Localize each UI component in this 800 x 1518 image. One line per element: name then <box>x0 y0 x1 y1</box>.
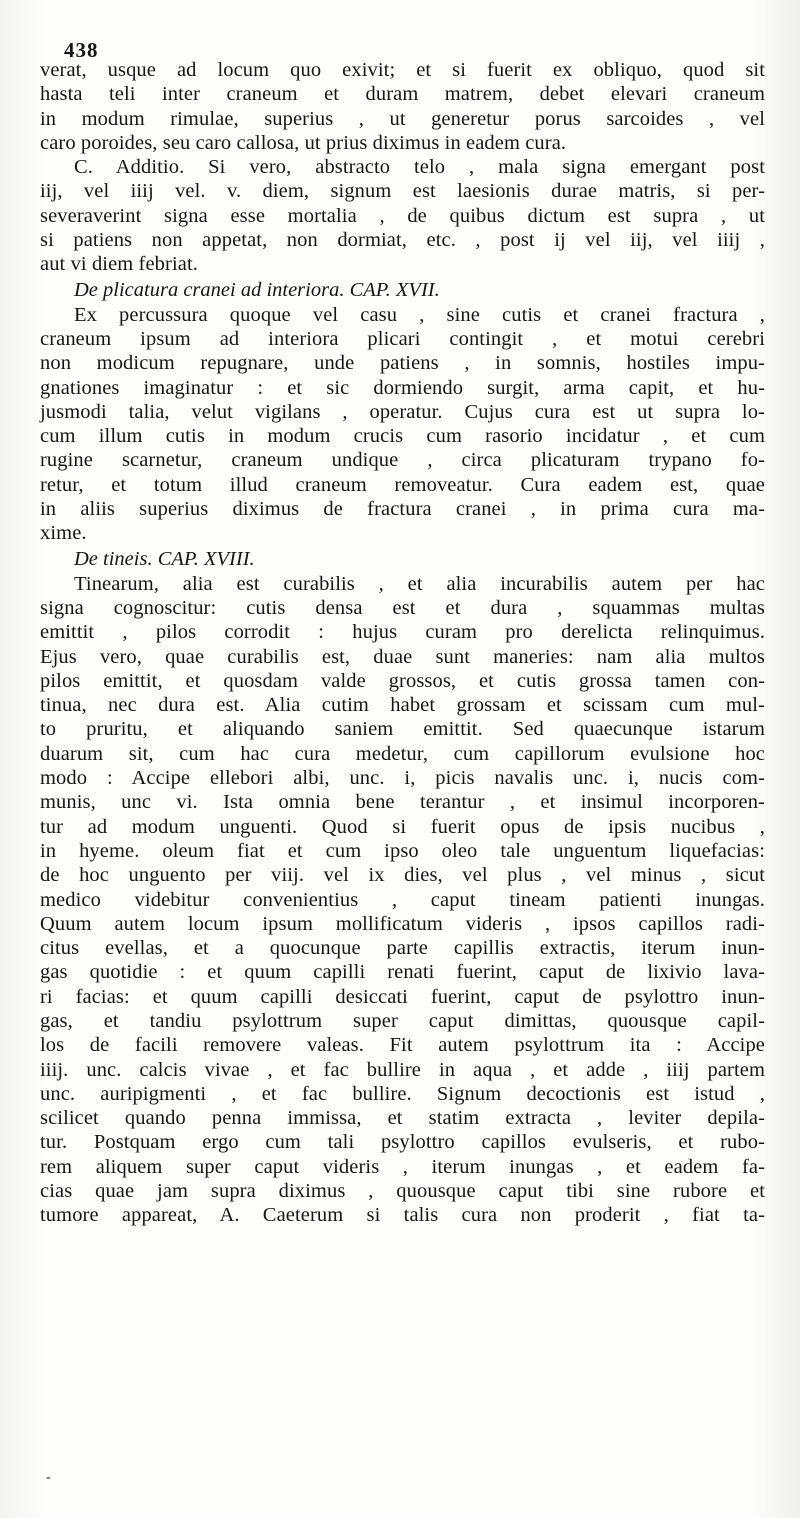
text-line: in modum rimulae, superius , ut generetur porus sarcoides , vel <box>40 107 765 130</box>
text-line: iiij. unc. calcis vivae , et fac bullire in aqua , et adde , iiij partem <box>40 1058 765 1081</box>
text-line: tumore appareat, A. Caeterum si talis cura non proderit , fiat ta- <box>40 1204 765 1227</box>
text-line: munis, unc vi. Ista omnia bene terantur , et insimul incorporen- <box>40 791 765 814</box>
text-line: craneum ipsum ad interiora plicari contingit , et motui cerebri <box>40 327 765 350</box>
text-line: cias quae jam supra diximus , quousque caput tibi sine rubore et <box>40 1180 765 1203</box>
text-line: severaverint signa esse mortalia , de quibus dictum est supra , ut <box>40 204 765 227</box>
text-line: duarum sit, cum hac cura medetur, cum capillorum evulsione hoc <box>40 742 765 765</box>
paragraph-start-line: Ex percussura quoque vel casu , sine cutis et cranei fractura , <box>74 303 765 326</box>
text-line: iij, vel iiij vel. v. diem, signum est laesionis durae matris, si per- <box>40 180 765 203</box>
text-line: retur, et totum illud craneum removeatur. Cura eadem est, quae <box>40 473 765 496</box>
page-number: 438 <box>64 38 99 62</box>
text-line: tur ad modum unguenti. Quod si fuerit opus de ipsis nucibus , <box>40 815 765 838</box>
text-line: pilos emittit, et quosdam valde grossos, et cutis grossa tamen con- <box>40 669 765 692</box>
text-line: si patiens non appetat, non dormiat, etc. , post ij vel iij, vel iiij , <box>40 229 765 252</box>
chapter-heading: De tineis. CAP. XVIII. <box>74 547 255 570</box>
text-line: unc. auripigmenti , et fac bullire. Signum decoctionis est istud , <box>40 1082 765 1105</box>
text-line: caro poroides, seu caro callosa, ut prius diximus in eadem cura. <box>40 131 567 154</box>
text-line: tinua, nec dura est. Alia cutim habet grossam et scissam cum mul- <box>40 694 765 717</box>
text-line: scilicet quando penna immissa, et statim extracta , leviter depila- <box>40 1107 765 1130</box>
text-line: in aliis superius diximus de fractura cranei , in prima cura ma- <box>40 498 765 521</box>
text-line: modo : Accipe ellebori albi, unc. i, picis navalis unc. i, nucis com- <box>40 767 765 790</box>
text-line: non modicum repugnare, unde patiens , in somnis, hostiles impu- <box>40 352 765 375</box>
text-line: rem aliquem super caput videris , iterum inungas , et eadem fa- <box>40 1155 765 1178</box>
text-line: gas quotidie : et quum capilli renati fuerint, caput de lixivio lava- <box>40 961 765 984</box>
paragraph-start-line: C. Additio. Si vero, abstracto telo , mala signa emergant post <box>74 156 765 179</box>
text-line: xime. <box>40 522 87 545</box>
text-line: hasta teli inter craneum et duram matrem, debet elevari craneum <box>40 83 765 106</box>
text-line: gas, et tandiu psylottrum super caput dimittas, quousque capil- <box>40 1009 765 1032</box>
text-line: verat, usque ad locum quo exivit; et si fuerit ex obliquo, quod sit <box>40 59 765 81</box>
text-line: Quum autem locum ipsum mollificatum videris , ipsos capillos radi- <box>40 912 765 935</box>
text-line: los de facili removere valeas. Fit autem psylottrum ita : Accipe <box>40 1034 765 1057</box>
text-line: citus evellas, et a quocunque parte capillis extractis, iterum inun- <box>40 937 765 960</box>
paragraph-start-line: Tinearum, alia est curabilis , et alia incurabilis autem per hac <box>74 572 765 595</box>
text-line: signa cognoscitur: cutis densa est et dura , squammas multas <box>40 596 765 619</box>
text-line: gnationes imaginatur : et sic dormiendo surgit, arma capit, et hu- <box>40 376 765 399</box>
text-line: to pruritu, et aliquando saniem emittit. Sed quaecunque istarum <box>40 718 765 741</box>
footer-mark: - <box>46 1470 51 1485</box>
text-line: emittit , pilos corrodit : hujus curam pro derelicta relinquimus. <box>40 621 765 644</box>
text-line: Ejus vero, quae curabilis est, duae sunt maneries: nam alia multos <box>40 645 765 668</box>
chapter-heading: De plicatura cranei ad interiora. CAP. XVII. <box>74 278 440 301</box>
text-line: jusmodi talia, velut vigilans , operatur. Cujus cura est ut supra lo- <box>40 400 765 423</box>
text-line: rugine scarnetur, craneum undique , circa plicaturam trypano fo- <box>40 449 765 472</box>
text-line: tur. Postquam ergo cum tali psylottro capillos evulseris, et rubo- <box>40 1131 765 1154</box>
text-line: cum illum cutis in modum crucis cum rasorio incidatur , et cum <box>40 425 765 448</box>
text-line: medico videbitur convenientius , caput tineam patienti inungas. <box>40 888 765 911</box>
text-line: ri facias: et quum capilli desiccati fuerint, caput de psylottro inun- <box>40 985 765 1008</box>
page-text-body <box>40 58 765 1228</box>
text-line: in hyeme. oleum fiat et cum ipso oleo tale unguentum liquefacias: <box>40 839 765 862</box>
text-line: aut vi diem febriat. <box>40 253 198 276</box>
text-line: de hoc unguento per viij. vel ix dies, vel plus , vel minus , sicut <box>40 864 765 887</box>
